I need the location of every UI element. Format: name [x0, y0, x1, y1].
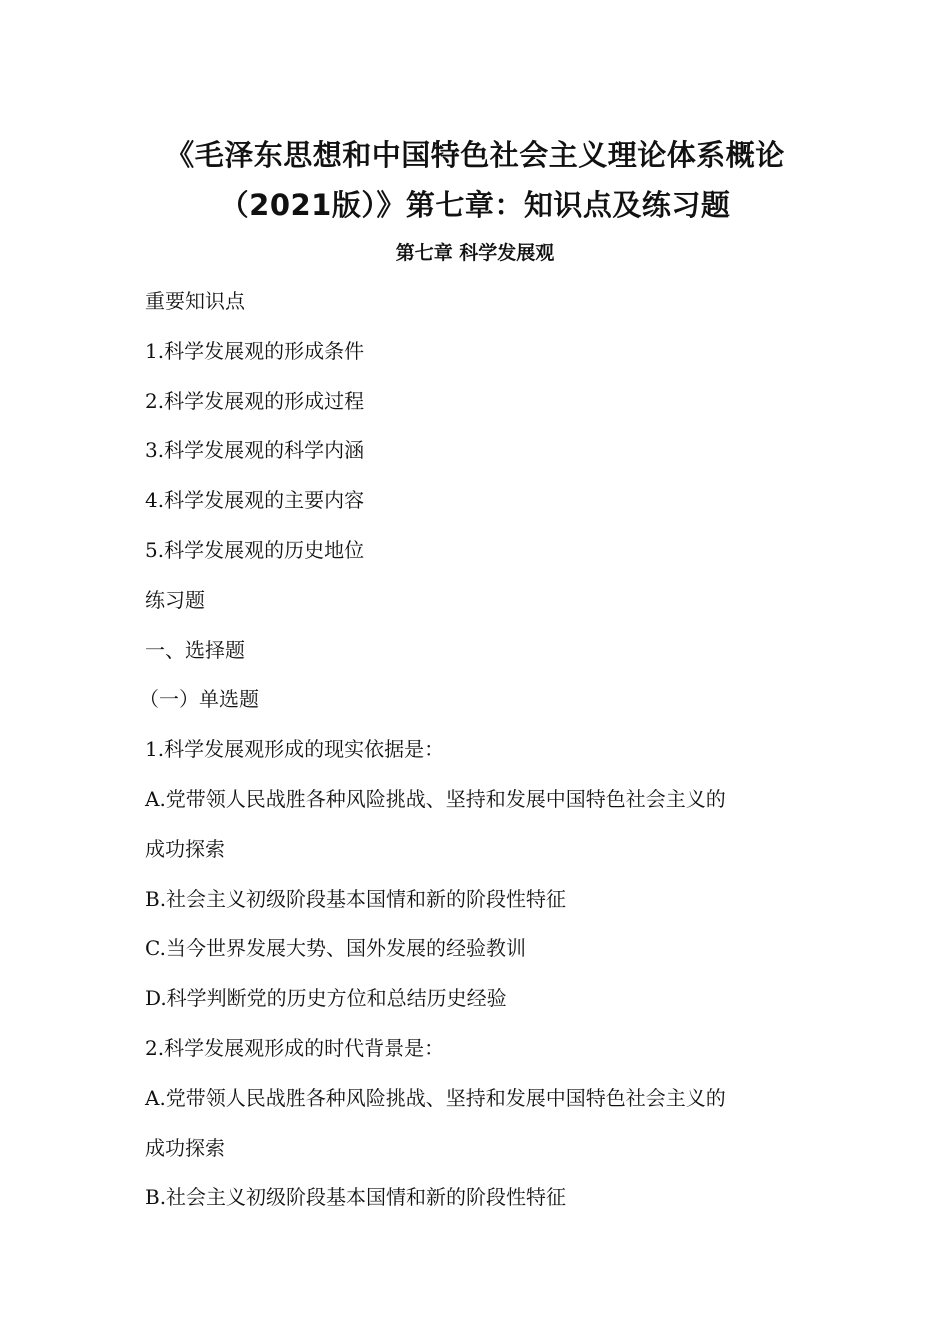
document-title-line-1: 《毛泽东思想和中国特色社会主义理论体系概论	[165, 138, 785, 172]
question-1: 1.科学发展观形成的现实依据是：	[145, 737, 445, 762]
question-2-option-a-line-2: 成功探索	[145, 1135, 225, 1160]
document-title-line-2: （2021版）》第七章：知识点及练习题	[219, 188, 731, 222]
knowledge-point-4: 4.科学发展观的主要内容	[145, 488, 365, 513]
knowledge-point-5: 5.科学发展观的历史地位	[145, 537, 365, 562]
knowledge-point-1: 1.科学发展观的形成条件	[145, 338, 365, 363]
question-1-option-b: B.社会主义初级阶段基本国情和新的阶段性特征	[145, 886, 567, 911]
document-body	[139, 285, 825, 1231]
question-1-option-a-line-2: 成功探索	[145, 836, 225, 861]
knowledge-point-2: 2.科学发展观的形成过程	[145, 388, 365, 413]
question-1-option-c: C.当今世界发展大势、国外发展的经验教训	[145, 936, 526, 961]
subsection-single-choice-heading: （一）单选题	[139, 687, 259, 712]
knowledge-point-3: 3.科学发展观的科学内涵	[145, 438, 365, 463]
knowledge-heading: 重要知识点	[145, 289, 245, 313]
question-2-option-b: B.社会主义初级阶段基本国情和新的阶段性特征	[145, 1185, 567, 1210]
question-1-option-a-line-1: A.党带领人民战胜各种风险挑战、坚持和发展中国特色社会主义的	[145, 786, 726, 811]
question-1-option-d: D.科学判断党的历史方位和总结历史经验	[145, 986, 507, 1011]
question-2: 2.科学发展观形成的时代背景是：	[145, 1035, 445, 1060]
question-2-option-a-line-1: A.党带领人民战胜各种风险挑战、坚持和发展中国特色社会主义的	[145, 1085, 726, 1110]
exercises-heading: 练习题	[145, 587, 205, 612]
chapter-title: 第七章 科学发展观	[395, 242, 555, 264]
section-choice-heading: 一、选择题	[145, 637, 245, 662]
